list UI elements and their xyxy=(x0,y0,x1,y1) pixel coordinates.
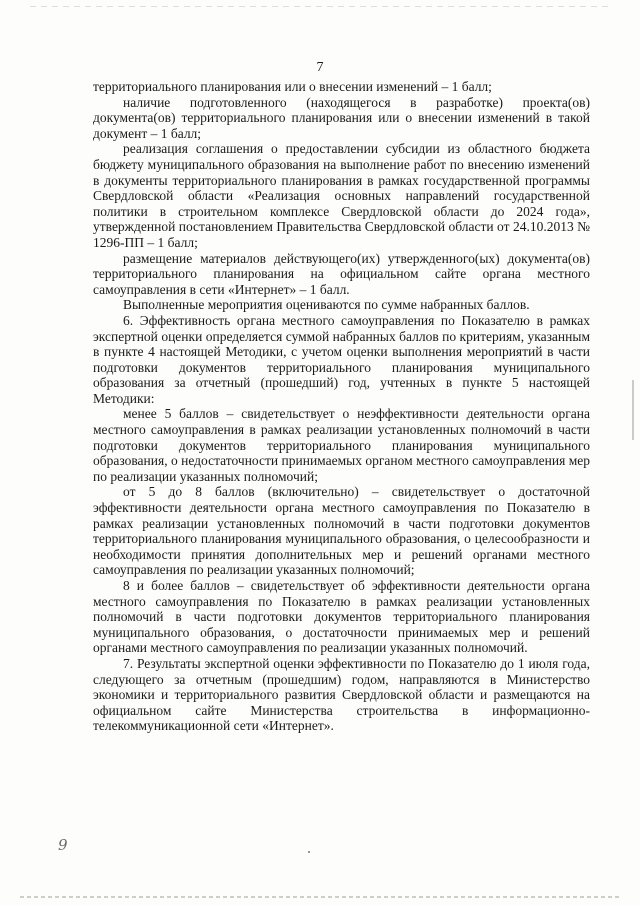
page-number: 7 xyxy=(316,60,324,75)
scan-edge-right xyxy=(632,380,634,440)
paragraph-score-less-5: менее 5 баллов – свидетельствует о неэффективности деятельности органа местного самоуправления в рамках реализации установленных полномочий в части подготовки документов территориального планирования муниципального образования, о недостаточности принимаемых органом местного самоуправления мер по реализации указанных полномочий; xyxy=(93,406,590,484)
scan-edge-bottom xyxy=(20,896,620,898)
paragraph-criterion-publication: размещение материалов действующего(их) утвержденного(ых) документа(ов) территориального планирования на официальном сайте органа местного самоуправления в сети «Интернет» – 1 балл. xyxy=(93,250,590,297)
paragraph-criterion-subsidy: реализация соглашения о предоставлении субсидии из областного бюджета бюджету муниципального образования на выполнение работ по внесению изменений в документы территориального планирования в рамках государственной программы Свердловской области «Реализация основных направлений государственной политики в строительном комплексе Свердловской области до 2024 года», утвержденной постановлением Правительства Свердловской области от 24.10.2013 № 1296-ПП – 1 балл; xyxy=(93,141,590,250)
scan-dot xyxy=(308,851,310,853)
handwritten-margin-mark: 9 xyxy=(58,836,68,854)
paragraph-score-5-to-8: от 5 до 8 баллов (включительно) – свидетельствует о достаточной эффективности деятельности органа местного самоуправления по Показателю в рамках реализации установленных полномочий в части подготовки документов территориального планирования муниципального образования, о целесообразности и необходимости принятия дополнительных мер и решений органами местного самоуправления по реализации указанных полномочий; xyxy=(93,484,590,578)
document-body xyxy=(93,79,590,734)
paragraph-section-6: 6. Эффективность органа местного самоуправления по Показателю в рамках экспертной оценки определяется суммой набранных баллов по критериям, указанным в пункте 4 настоящей Методики, с учетом оценки выполнения мероприятий в части подготовки документов территориального планирования муниципального образования за отчетный (прошедший) год, учтенных в пункте 5 настоящей Методики: xyxy=(93,312,590,406)
paragraph-criterion-draft: наличие подготовленного (находящегося в разработке) проекта(ов) документа(ов) территориального планирования или о внесении изменений в такой документ – 1 балл; xyxy=(93,94,590,141)
paragraph-section-7: 7. Результаты экспертной оценки эффективности по Показателю до 1 июля года, следующего за отчетным (прошедшим) годом, направляются в Министерство экономики и территориального развития Свердловской области и размещаются на официальном сайте Министерства строительства в информационно-телекоммуникационной сети «Интернет». xyxy=(93,655,590,734)
paragraph-scoring-sum: Выполненные мероприятия оцениваются по сумме набранных баллов. xyxy=(123,297,530,313)
paragraph-score-8-plus: 8 и более баллов – свидетельствует об эффективности деятельности органа местного самоуправления по Показателю в рамках реализации установленных полномочий в части подготовки документов территориального планирования муниципального образования, о достаточности принимаемых мер и решений органами местного самоуправления по реализации указанных полномочий. xyxy=(93,578,590,656)
scan-edge-top xyxy=(30,6,610,7)
paragraph-continuation: территориального планирования или о внесении изменений – 1 балл; xyxy=(93,79,492,94)
